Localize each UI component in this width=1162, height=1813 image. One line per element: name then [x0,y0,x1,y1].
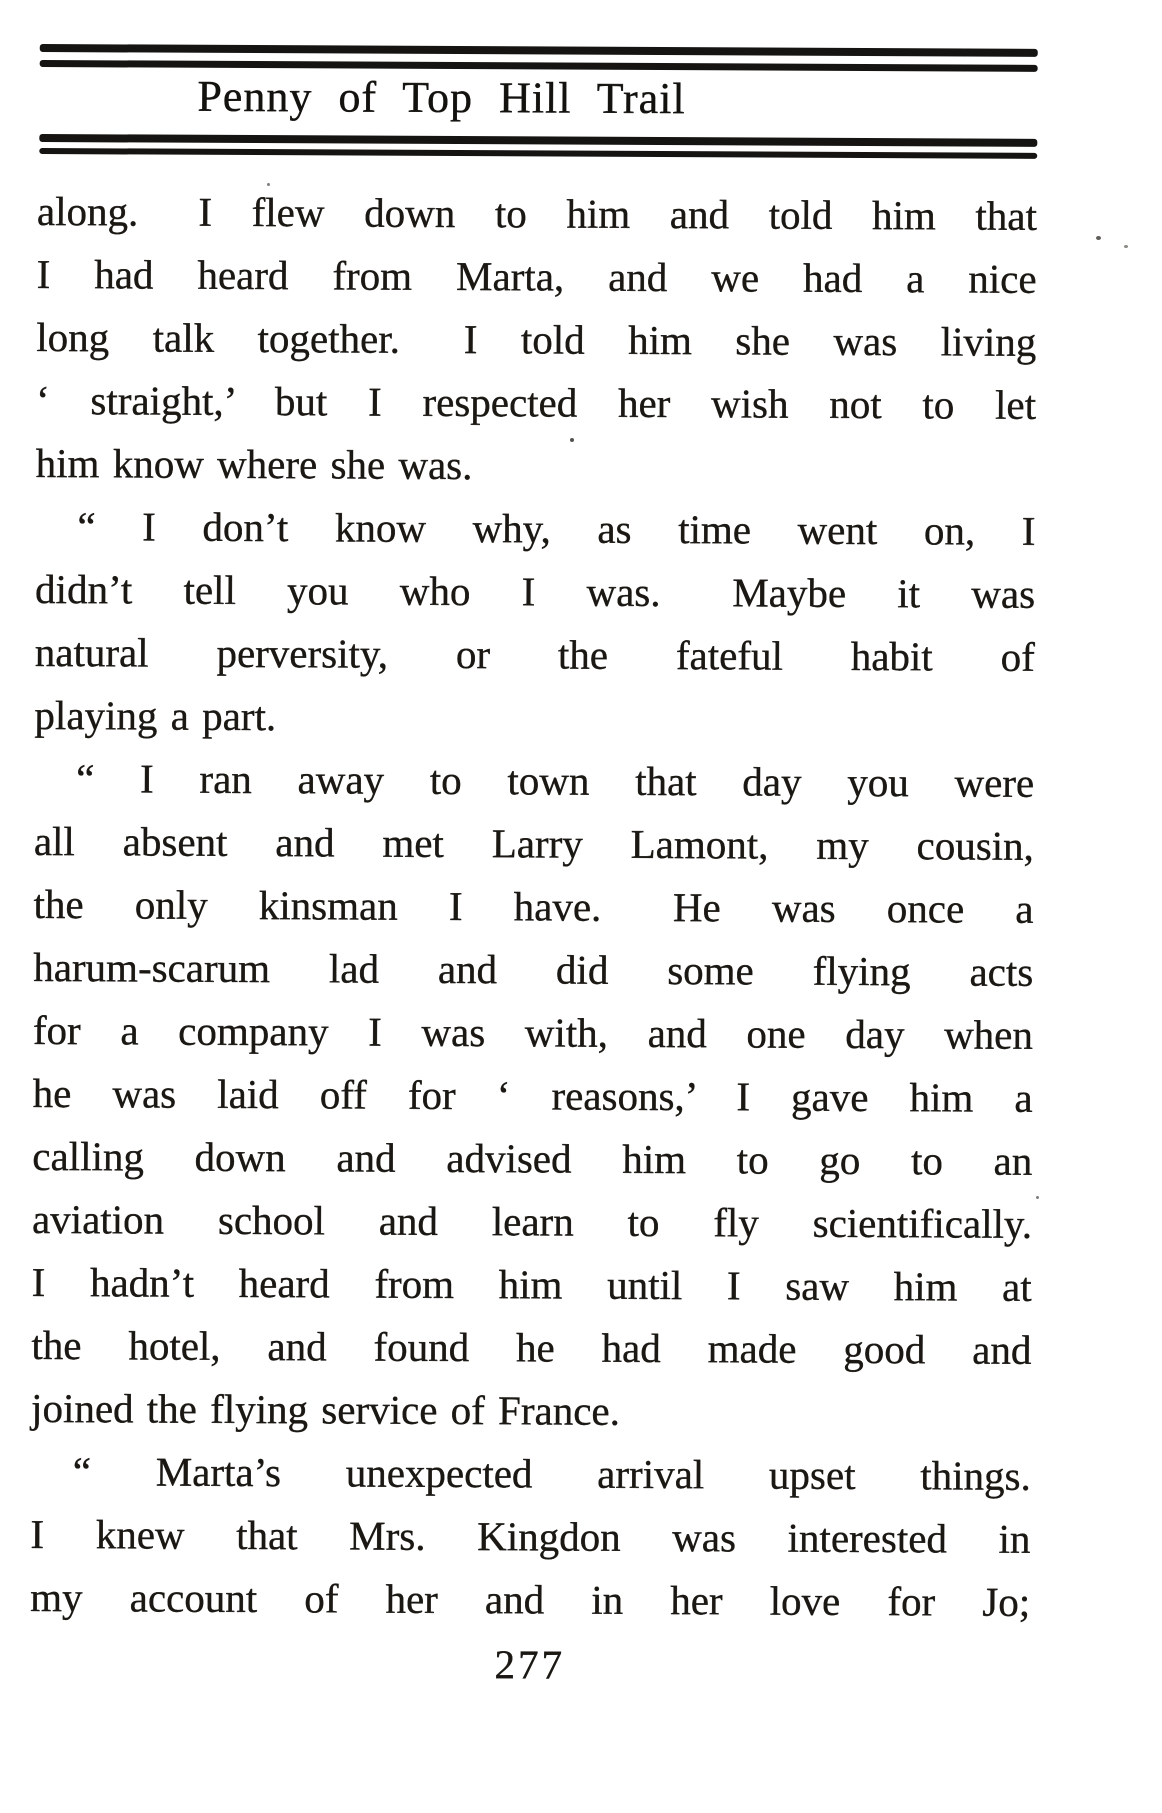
text-line: natural perversity, or the fateful habit of [34,628,1035,680]
text-line: didn’t tell you who I was. Maybe it was [35,565,1036,617]
scan-artifact-dot [267,183,270,186]
running-header [38,0,1040,124]
text-line: aviation school and learn to fly scientifically. [31,1195,1033,1247]
scan-artifact-dot [570,438,574,442]
scan-artifact-dot [1036,1196,1039,1199]
text-line: long talk together. I told him she was living [36,313,1037,365]
header-rule-top-outer [40,44,1038,57]
text-line: him know where she was. [35,439,473,489]
text-line: all absent and met Larry Lamont, my cousin, [33,817,1034,869]
header-rule-bottom-outer [39,148,1037,159]
text-line: calling down and advised him to go to an [32,1132,1033,1184]
text-line: along. I flew down to him and told him that [36,187,1038,239]
text-line: he was laid off for ‘ reasons,’ I gave him a [32,1069,1033,1121]
text-line: joined the flying service of France. [31,1384,621,1434]
header-rule-top-inner [40,60,1038,72]
text-line: ‘ straight,’ but I respected her wish not to let [35,376,1037,428]
text-line: my account of her and in her love for Jo; [30,1573,1031,1625]
scan-artifact-dot [1124,245,1128,248]
page-number: 277 [494,1641,566,1688]
header-rule-bottom-inner [39,134,1037,147]
text-line: I hadn’t heard from him until I saw him at [31,1258,1032,1310]
text-line: playing a part. [34,691,277,740]
text-line: I knew that Mrs. Kingdon was interested in [30,1510,1031,1562]
text-line: I had heard from Marta, and we had a nice [36,250,1037,302]
page-body [30,180,1037,1634]
text-line: the hotel, and found he had made good and [31,1321,1032,1373]
scan-artifact-dot [1096,236,1101,240]
page-content [30,0,1040,1688]
text-line: “ I don’t know why, as time went on, I [77,503,1036,554]
text-line: for a company I was with, and one day when [32,1006,1034,1058]
page-title: Penny of Top Hill Trail [197,71,686,124]
text-line: “ I ran away to town that day you were [76,755,1035,806]
text-line: the only kinsman I have. He was once a [33,880,1034,932]
text-line: harum-scarum lad and did some flying acts [33,943,1034,995]
text-line: “ Marta’s unexpected arrival upset things. [72,1448,1031,1499]
